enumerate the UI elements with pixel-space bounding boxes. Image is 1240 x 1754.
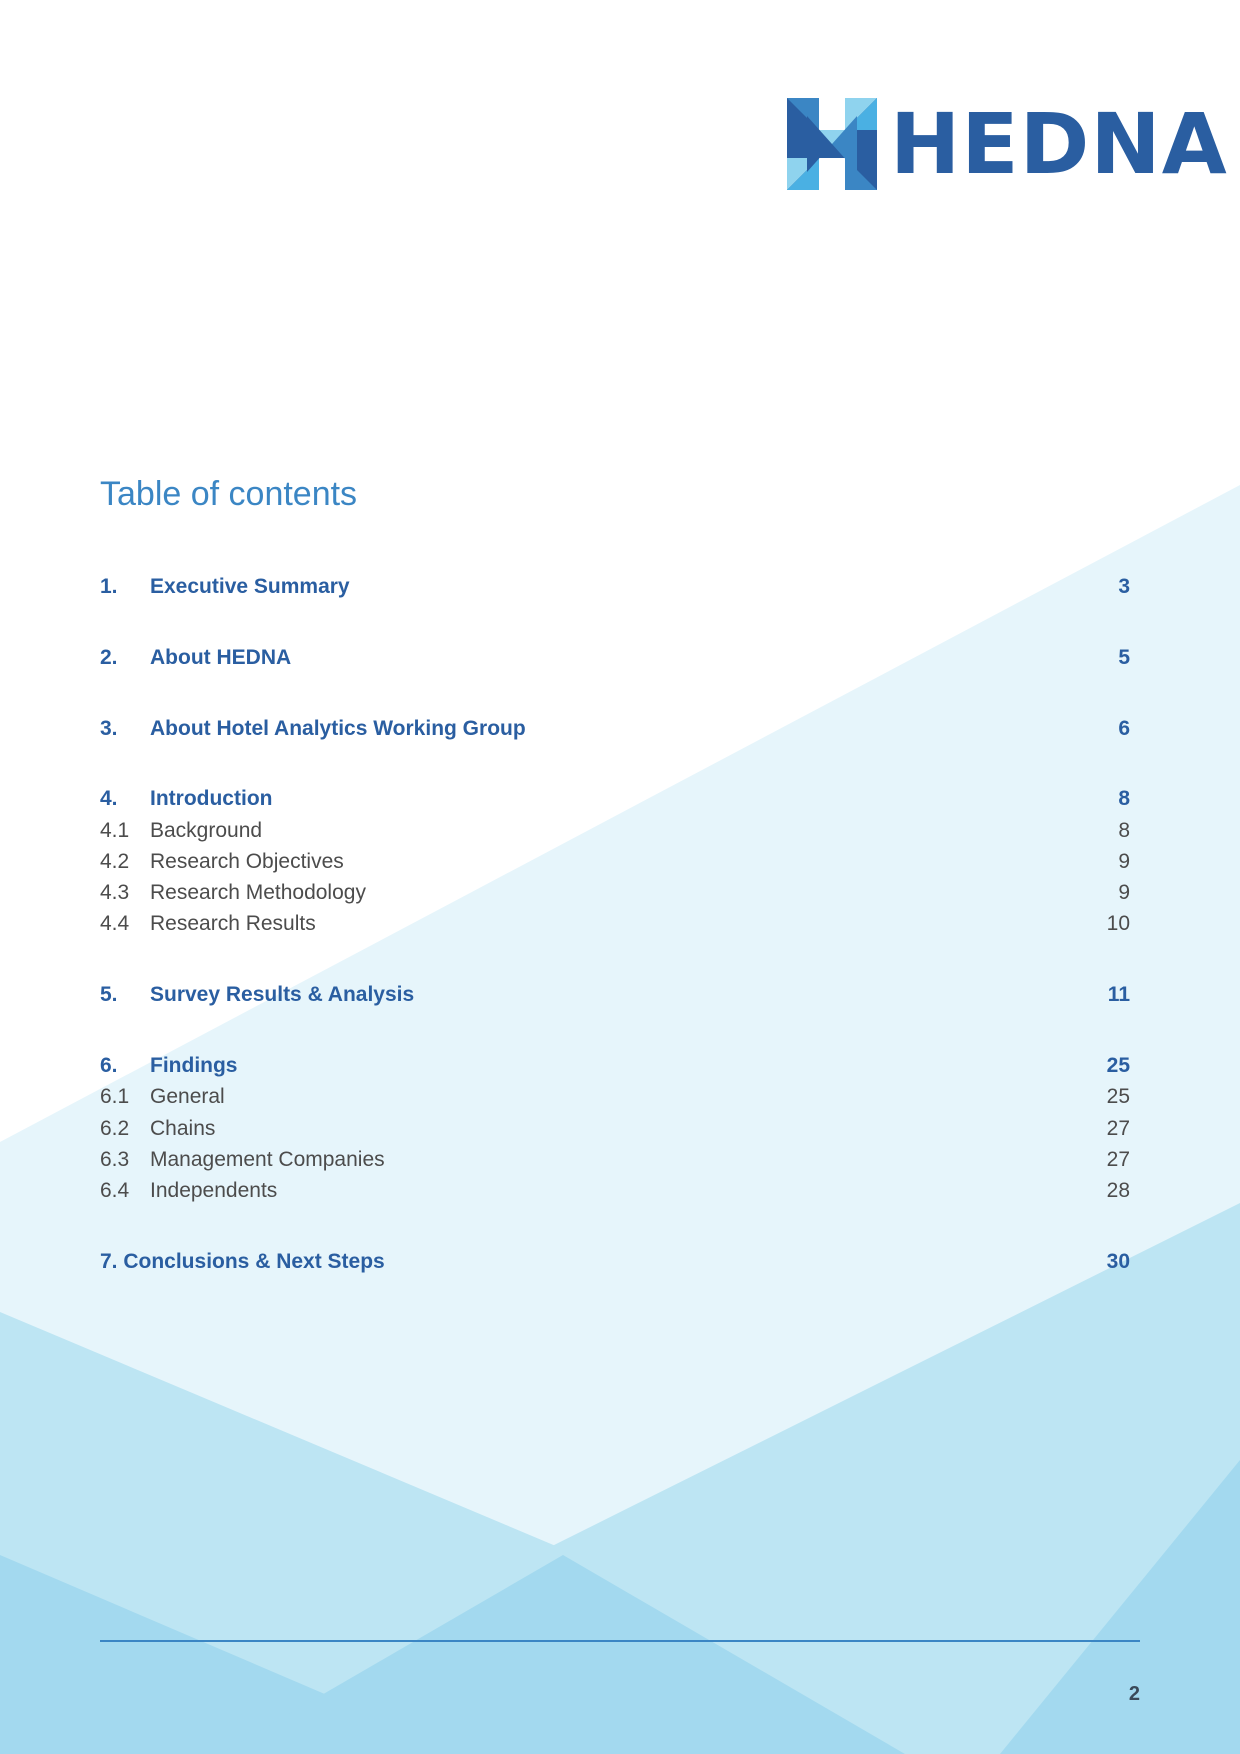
toc-entry-number: 3. [100, 717, 118, 740]
toc-entry-number: 4.1 [100, 819, 130, 842]
toc-entry-research-methodology[interactable] [100, 878, 1130, 908]
toc-entry-page: 27 [1106, 1117, 1130, 1140]
hedna-logo [787, 95, 1228, 193]
toc-entry-page: 30 [1106, 1250, 1130, 1273]
toc-entry-executive-summary[interactable] [100, 572, 1130, 602]
toc-entry-number: 6. [100, 1054, 118, 1077]
toc-entry-number: 6.1 [100, 1085, 130, 1108]
toc-entry-number: 2. [100, 646, 118, 669]
toc-entry-general[interactable] [100, 1082, 1130, 1112]
toc-entry-number: 4.4 [100, 912, 130, 935]
toc-entry-page: 5 [1118, 646, 1130, 669]
logo-wordmark: HEDNA [890, 95, 1228, 193]
toc-entry-page: 9 [1118, 850, 1130, 873]
toc-entry-page: 3 [1118, 575, 1130, 598]
toc-entry-introduction[interactable] [100, 784, 1130, 814]
toc-entry-management-companies[interactable] [100, 1145, 1130, 1175]
toc-entry-label: Independents [150, 1179, 278, 1202]
toc-entry-page: 25 [1106, 1054, 1130, 1077]
toc-entry-number: 4.3 [100, 881, 130, 904]
toc-entry-number: 4. [100, 787, 118, 810]
hedna-logo-mark [787, 98, 877, 190]
toc-entry-chains[interactable] [100, 1114, 1130, 1144]
toc-entry-label: Research Results [150, 912, 316, 935]
footer-divider [100, 1640, 1140, 1642]
toc-entry-label: Introduction [150, 787, 273, 810]
toc-entry-label: Research Methodology [150, 881, 366, 904]
toc-entry-page: 6 [1118, 717, 1130, 740]
toc-entry-page: 8 [1118, 787, 1130, 810]
toc-entry-label: Survey Results & Analysis [150, 983, 415, 1006]
toc-entry-page: 28 [1106, 1179, 1130, 1202]
toc-entry-label: About Hotel Analytics Working Group [150, 717, 526, 740]
toc-entry-page: 9 [1118, 881, 1130, 904]
toc-entry-label: Chains [150, 1117, 216, 1140]
toc-entry-label: 7. Conclusions & Next Steps [100, 1250, 385, 1273]
toc-entry-about-hedna[interactable] [100, 643, 1130, 673]
toc-entry-findings[interactable] [100, 1051, 1130, 1081]
toc-entry-number: 4.2 [100, 850, 130, 873]
toc-entry-research-results[interactable] [100, 909, 1130, 939]
toc-entry-background[interactable] [100, 816, 1130, 846]
toc-entry-label: General [150, 1085, 225, 1108]
toc-entry-page: 10 [1106, 912, 1130, 935]
toc-entry-page: 27 [1106, 1148, 1130, 1171]
toc-entry-page: 8 [1118, 819, 1130, 842]
toc-entry-number: 5. [100, 983, 118, 1006]
toc-entry-label: Background [150, 819, 263, 842]
toc-entry-number: 1. [100, 575, 118, 598]
toc-entry-conclusions[interactable] [100, 1247, 1130, 1277]
toc-entry-survey-results[interactable] [100, 980, 1130, 1010]
toc-entry-research-objectives[interactable] [100, 847, 1130, 877]
toc-entry-label: Findings [150, 1054, 238, 1077]
toc-entry-about-working-group[interactable] [100, 714, 1130, 744]
toc-entry-label: Executive Summary [150, 575, 350, 598]
toc-entry-number: 6.2 [100, 1117, 130, 1140]
toc-entry-label: Research Objectives [150, 850, 344, 873]
toc-entry-page: 11 [1107, 983, 1130, 1006]
toc-entry-independents[interactable] [100, 1176, 1130, 1206]
page-number: 2 [1128, 1683, 1140, 1705]
toc-entry-number: 6.4 [100, 1179, 130, 1202]
toc-entry-label: About HEDNA [150, 646, 292, 669]
toc-entry-page: 25 [1106, 1085, 1130, 1108]
toc-entry-label: Management Companies [150, 1148, 385, 1171]
toc-entry-number: 6.3 [100, 1148, 130, 1171]
toc-title: Table of contents [100, 475, 358, 513]
